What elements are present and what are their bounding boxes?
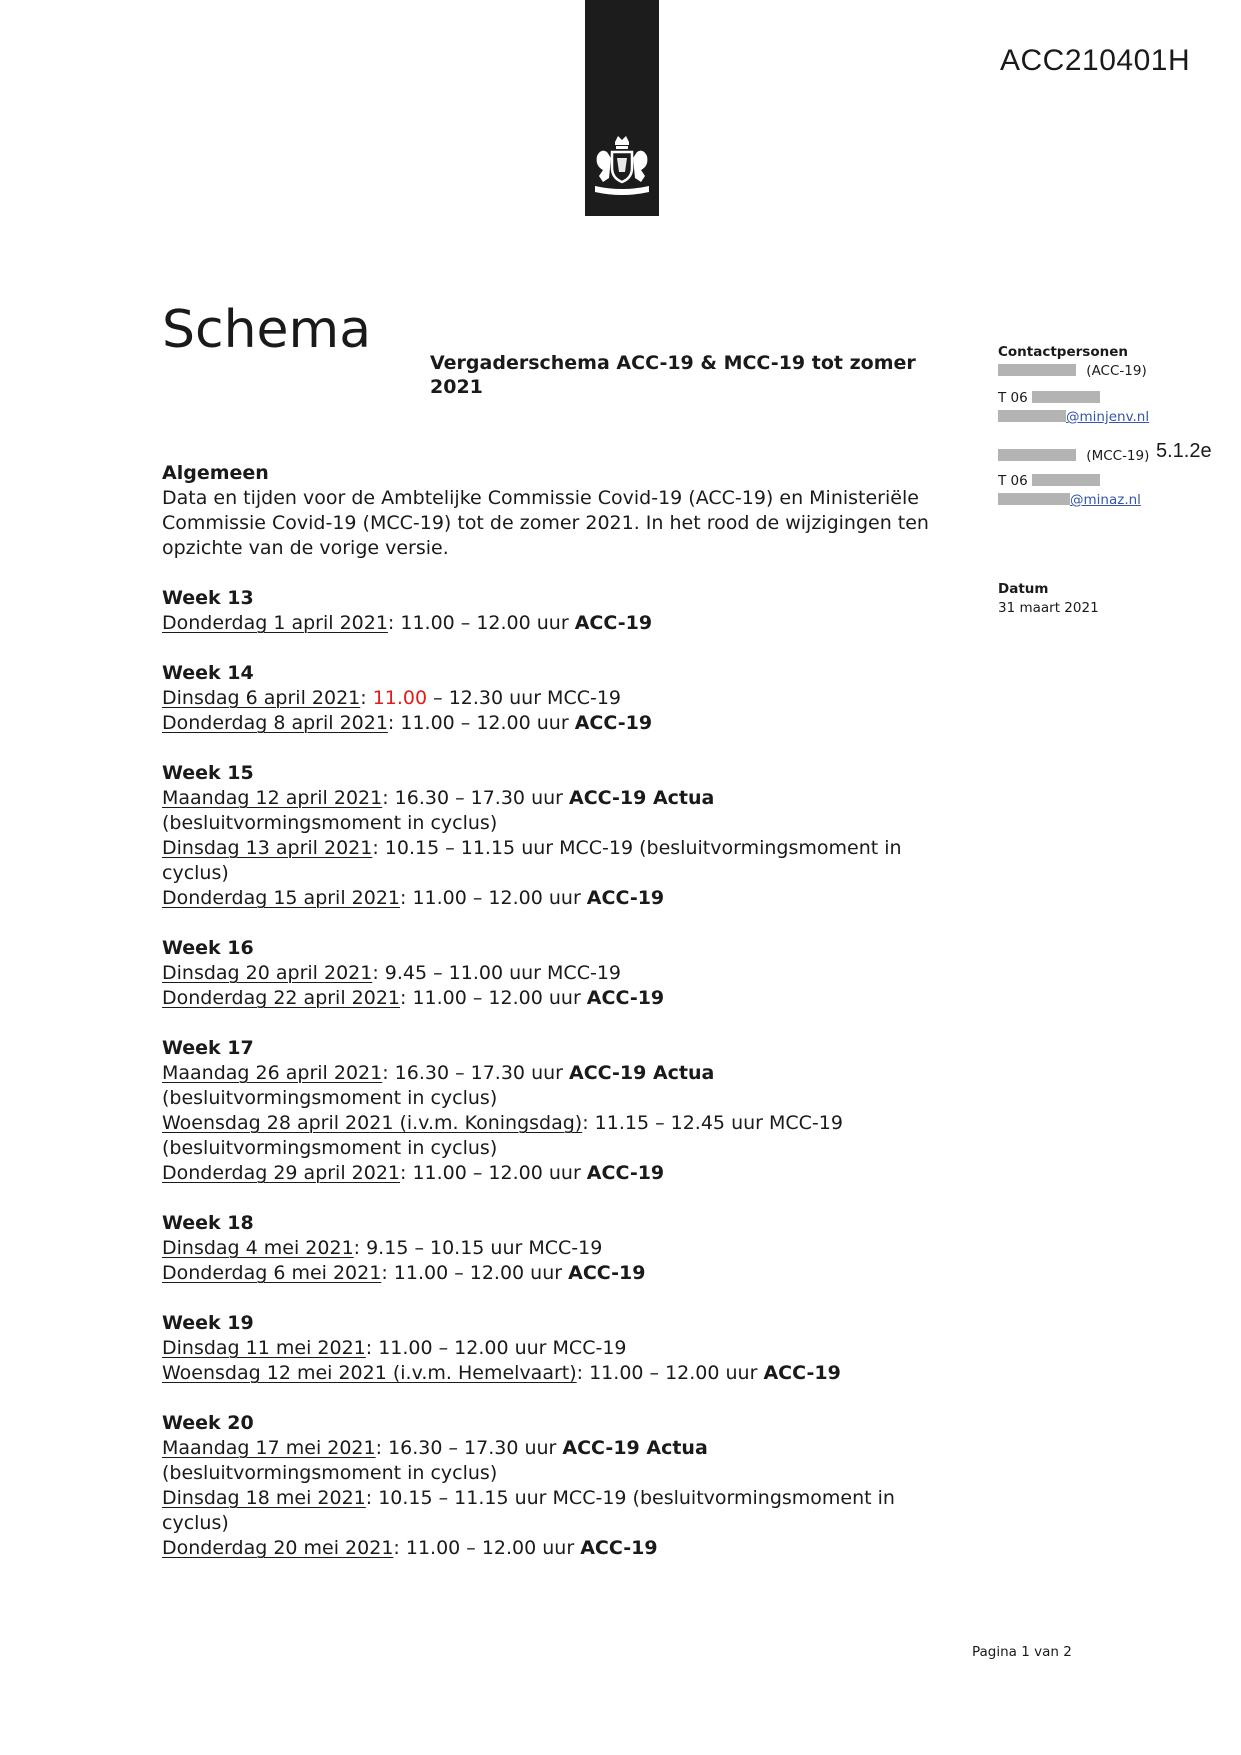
contact1-name-row [998, 362, 1218, 381]
meeting-time: : 11.00 – 12.00 uur [381, 1262, 569, 1284]
meeting-time: : 11.00 – 12.00 uur [400, 887, 587, 909]
week-heading: Week 13 [162, 587, 254, 609]
date-block [998, 580, 1099, 618]
changed-time: 11.00 [372, 687, 428, 709]
intro-section [162, 461, 962, 561]
meeting-date: Donderdag 6 mei 2021 [162, 1262, 382, 1284]
meeting-date: Maandag 12 april 2021 [162, 787, 383, 809]
contact1-phone-row [998, 389, 1218, 408]
week-section [162, 1036, 962, 1186]
meeting-entry [162, 1536, 962, 1561]
contact2-email-row [998, 491, 1218, 510]
redacted-name [998, 449, 1076, 461]
meeting-name: ACC-19 [574, 712, 653, 734]
meeting-date: Woensdag 12 mei 2021 (i.v.m. Hemelvaart) [162, 1362, 577, 1384]
redacted-phone [1032, 474, 1100, 486]
date-value: 31 maart 2021 [998, 600, 1099, 616]
meeting-date: Dinsdag 4 mei 2021 [162, 1237, 354, 1259]
meeting-entry [162, 986, 962, 1011]
meeting-date: Dinsdag 11 mei 2021 [162, 1337, 366, 1359]
meeting-time: : 9.15 – 10.15 uur MCC-19 [353, 1237, 603, 1259]
meeting-date: Donderdag 8 april 2021 [162, 712, 388, 734]
meeting-time: : 16.30 – 17.30 uur [382, 787, 569, 809]
week-section [162, 936, 962, 1011]
contact1-email-row [998, 408, 1218, 427]
week-heading: Week 20 [162, 1412, 254, 1434]
document-code: ACC210401H [1000, 44, 1191, 77]
meeting-time: : 11.00 – 12.00 uur [393, 1537, 581, 1559]
meeting-name: ACC-19 [580, 1537, 658, 1559]
meeting-date: Donderdag 22 april 2021 [162, 987, 401, 1009]
meeting-date: Maandag 17 mei 2021 [162, 1437, 376, 1459]
contacts-label: Contactpersonen [998, 344, 1128, 360]
meeting-entry [162, 886, 962, 911]
meeting-entry [162, 836, 962, 886]
meeting-time: : 11.00 – 12.00 uur [400, 987, 587, 1009]
meeting-entry [162, 611, 962, 636]
meeting-entry [162, 1436, 962, 1461]
main-content [162, 461, 962, 1586]
meeting-note: (besluitvormingsmoment in cyclus) [162, 1087, 498, 1109]
meeting-time: : 10.15 – 11.15 uur MCC-19 (besluitvormingsmoment in cyclus) [162, 1487, 895, 1534]
meeting-date: Dinsdag 20 april 2021 [162, 962, 373, 984]
week-heading: Week 16 [162, 937, 254, 959]
meeting-name: ACC-19 Actua [569, 787, 715, 809]
contact2-phone-prefix: T 06 [998, 473, 1028, 489]
meeting-time: : 11.00 – 12.00 uur [387, 612, 575, 634]
meeting-date: Donderdag 15 april 2021 [162, 887, 401, 909]
meeting-entry [162, 1061, 962, 1086]
contact1-phone-prefix: T 06 [998, 390, 1028, 406]
meeting-time: – 12.30 uur MCC-19 [427, 687, 622, 709]
meeting-time: : 11.00 – 12.00 uur MCC-19 [365, 1337, 627, 1359]
week-heading: Week 15 [162, 762, 254, 784]
redacted-email-user [998, 493, 1070, 505]
week-heading: Week 18 [162, 1212, 254, 1234]
meeting-note: (besluitvormingsmoment in cyclus) [162, 1462, 498, 1484]
meeting-name: ACC-19 Actua [562, 1437, 708, 1459]
meeting-name: ACC-19 [586, 887, 665, 909]
meeting-name: ACC-19 [586, 987, 665, 1009]
meeting-time-prefix: : [360, 687, 373, 709]
document-subtitle: Vergaderschema ACC-19 & MCC-19 tot zomer 2021 [430, 352, 916, 398]
meeting-date: Donderdag 1 april 2021 [162, 612, 388, 634]
redacted-email-user [998, 410, 1066, 422]
meeting-entry [162, 961, 962, 986]
meeting-time: : 9.45 – 11.00 uur MCC-19 [372, 962, 621, 984]
meeting-name: ACC-19 [568, 1262, 646, 1284]
week-heading: Week 14 [162, 662, 254, 684]
contact-sidebar [998, 343, 1218, 510]
redacted-name [998, 364, 1076, 376]
meeting-entry [162, 1236, 962, 1261]
week-section [162, 1411, 962, 1561]
meeting-time: : 11.15 – 12.45 uur MCC-19 [582, 1112, 843, 1134]
meeting-entry [162, 1361, 962, 1386]
rijkswapen-logo [585, 0, 659, 216]
week-heading: Week 17 [162, 1037, 254, 1059]
meeting-date: Dinsdag 13 april 2021 [162, 837, 373, 859]
meeting-time: : 16.30 – 17.30 uur [375, 1437, 563, 1459]
contact1-email-link[interactable]: @minjenv.nl [1066, 409, 1150, 425]
page-title: Schema [162, 300, 372, 360]
meeting-entry [162, 1111, 962, 1136]
week-list [162, 586, 962, 1561]
week-section [162, 1211, 962, 1286]
meeting-entry [162, 1486, 962, 1536]
contact2-email-link[interactable]: @minaz.nl [1070, 492, 1141, 508]
meeting-date: Donderdag 29 april 2021 [162, 1162, 401, 1184]
meeting-entry [162, 786, 962, 811]
meeting-name: ACC-19 [574, 612, 653, 634]
week-section [162, 1311, 962, 1386]
meeting-date: Donderdag 20 mei 2021 [162, 1537, 394, 1559]
redacted-phone [1032, 391, 1100, 403]
contact2-role: (MCC-19) [1086, 448, 1150, 464]
meeting-name: ACC-19 Actua [569, 1062, 715, 1084]
meeting-time: : 11.00 – 12.00 uur [576, 1362, 764, 1384]
meeting-date: Dinsdag 6 april 2021 [162, 687, 361, 709]
intro-heading: Algemeen [162, 462, 269, 484]
date-label: Datum [998, 581, 1049, 597]
week-section [162, 661, 962, 736]
meeting-name: ACC-19 [586, 1162, 665, 1184]
redaction-code: 5.1.2e [1156, 440, 1212, 462]
week-section [162, 761, 962, 911]
contact1-role: (ACC-19) [1086, 363, 1147, 379]
meeting-date: Woensdag 28 april 2021 (i.v.m. Koningsdag) [162, 1112, 583, 1134]
week-section [162, 586, 962, 636]
page-number: Pagina 1 van 2 [972, 1644, 1072, 1660]
meeting-time: : 11.00 – 12.00 uur [400, 1162, 587, 1184]
coat-of-arms-icon [591, 134, 653, 200]
contact2-phone-row [998, 472, 1218, 491]
intro-text: Data en tijden voor de Ambtelijke Commissie Covid-19 (ACC-19) en Ministeriële Commissie Covid-19 (MCC-19) tot de zomer 2021. In het rood de wijzigingen ten opzichte van de vorige versie. [162, 487, 929, 559]
week-heading: Week 19 [162, 1312, 254, 1334]
meeting-entry [162, 711, 962, 736]
meeting-entry [162, 1261, 962, 1286]
meeting-entry [162, 1161, 962, 1186]
meeting-time: : 16.30 – 17.30 uur [382, 1062, 569, 1084]
meeting-note: (besluitvormingsmoment in cyclus) [162, 1137, 498, 1159]
meeting-note: (besluitvormingsmoment in cyclus) [162, 812, 498, 834]
meeting-date: Maandag 26 april 2021 [162, 1062, 383, 1084]
meeting-time: : 10.15 – 11.15 uur MCC-19 (besluitvormingsmoment in cyclus) [162, 837, 902, 884]
meeting-entry [162, 1336, 962, 1361]
meeting-name: ACC-19 [763, 1362, 841, 1384]
meeting-time: : 11.00 – 12.00 uur [387, 712, 575, 734]
meeting-date: Dinsdag 18 mei 2021 [162, 1487, 366, 1509]
meeting-entry [162, 686, 962, 711]
